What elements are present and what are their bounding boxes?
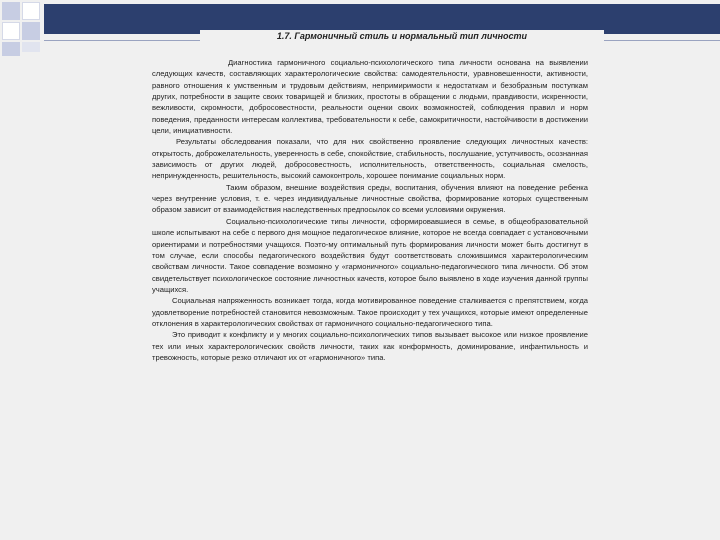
paragraph: Диагностика гармоничного социально-психологического типа личности основана на выявлении следующих качеств, составляющих характерологические свойства: самодеятельности, уравновешенности, активности, равного отношения к умственным и трудовым действиям, непримиримости к недостаткам и безобразным поступкам других, потребности в защите своих товарищей и близких, простоты в обращении с людьми, правдивости, искренности, вежливости, скромности, добросовестности, реальности оценки своих возможностей, соблюдения правил и норм поведения, преданности интересам коллектива, требовательности к себе, самокритичности, настойчивости в достижении цели, инициативности. [152, 58, 588, 136]
decor-square [22, 2, 40, 20]
paragraph: Таким образом, внешние воздействия среды, воспитания, обучения влияют на поведение ребенка через внутренние условия, т. е. через индивидуальные личностные свойства, формирование которых существенным образом зависит от взаимодействия наследственных предпосылок со всеми условиями окружения. [152, 182, 588, 215]
paragraph: Результаты обследования показали, что для них свойственно проявление следующих личностных качеств: открытость, доброжелательность, уверенность в себе, спокойствие, стабильность, послушание, уступчивость, осознанная зависимость от других людей, добросовестность, исполнительность, ответственность, социальная смелость, непринужденность, решительность, высокий самоконтроль, хорошее понимание социальных норм. [152, 137, 588, 181]
decor-square [2, 42, 20, 56]
decor-square [2, 2, 20, 20]
decor-square [22, 42, 40, 52]
body-text [152, 57, 588, 363]
decor-square [22, 22, 40, 40]
paragraph: Социальная напряженность возникает тогда, когда мотивированное поведение сталкивается с препятствием, когда удовлетворение потребностей становится невозможным. Такое происходит у тех учащихся, которые имеют определенные отклонения в характерологических свойствах от гармоничного социально-педагогического типа. [152, 296, 588, 328]
paragraph: Социально-психологические типы личности, сформировавшиеся в семье, в общеобразовательной школе испытывают на себе с первого дня мощное педагогическое влияние, которое не всегда совпадает с установочными ориентирами и потребностями учащихся. Поэто-му оптимальный путь формирования личности может быть достигнут в том случае, если способы педагогического воздействия будут соответствовать сложившимся характерологическим свойствам личности. Такое совпадение возможно у «гармоничного» социально-педагогического типа личности. Об этом свидетельствует психологическое состояние личностных качеств, которое было выявлено в ходе изучения данной группы учащихся. [152, 216, 588, 294]
paragraph: Это приводит к конфликту и у многих социально-психологических типов вызывает высокое или низкое проявление тех или иных характерологических свойств личности, таких как конформность, доминирование, инфантильность и тревожность, которые резко отличают их от «гармоничного» типа. [152, 330, 588, 362]
decor-square [2, 22, 20, 40]
page-title: 1.7. Гармоничный стиль и нормальный тип личности [200, 30, 604, 42]
